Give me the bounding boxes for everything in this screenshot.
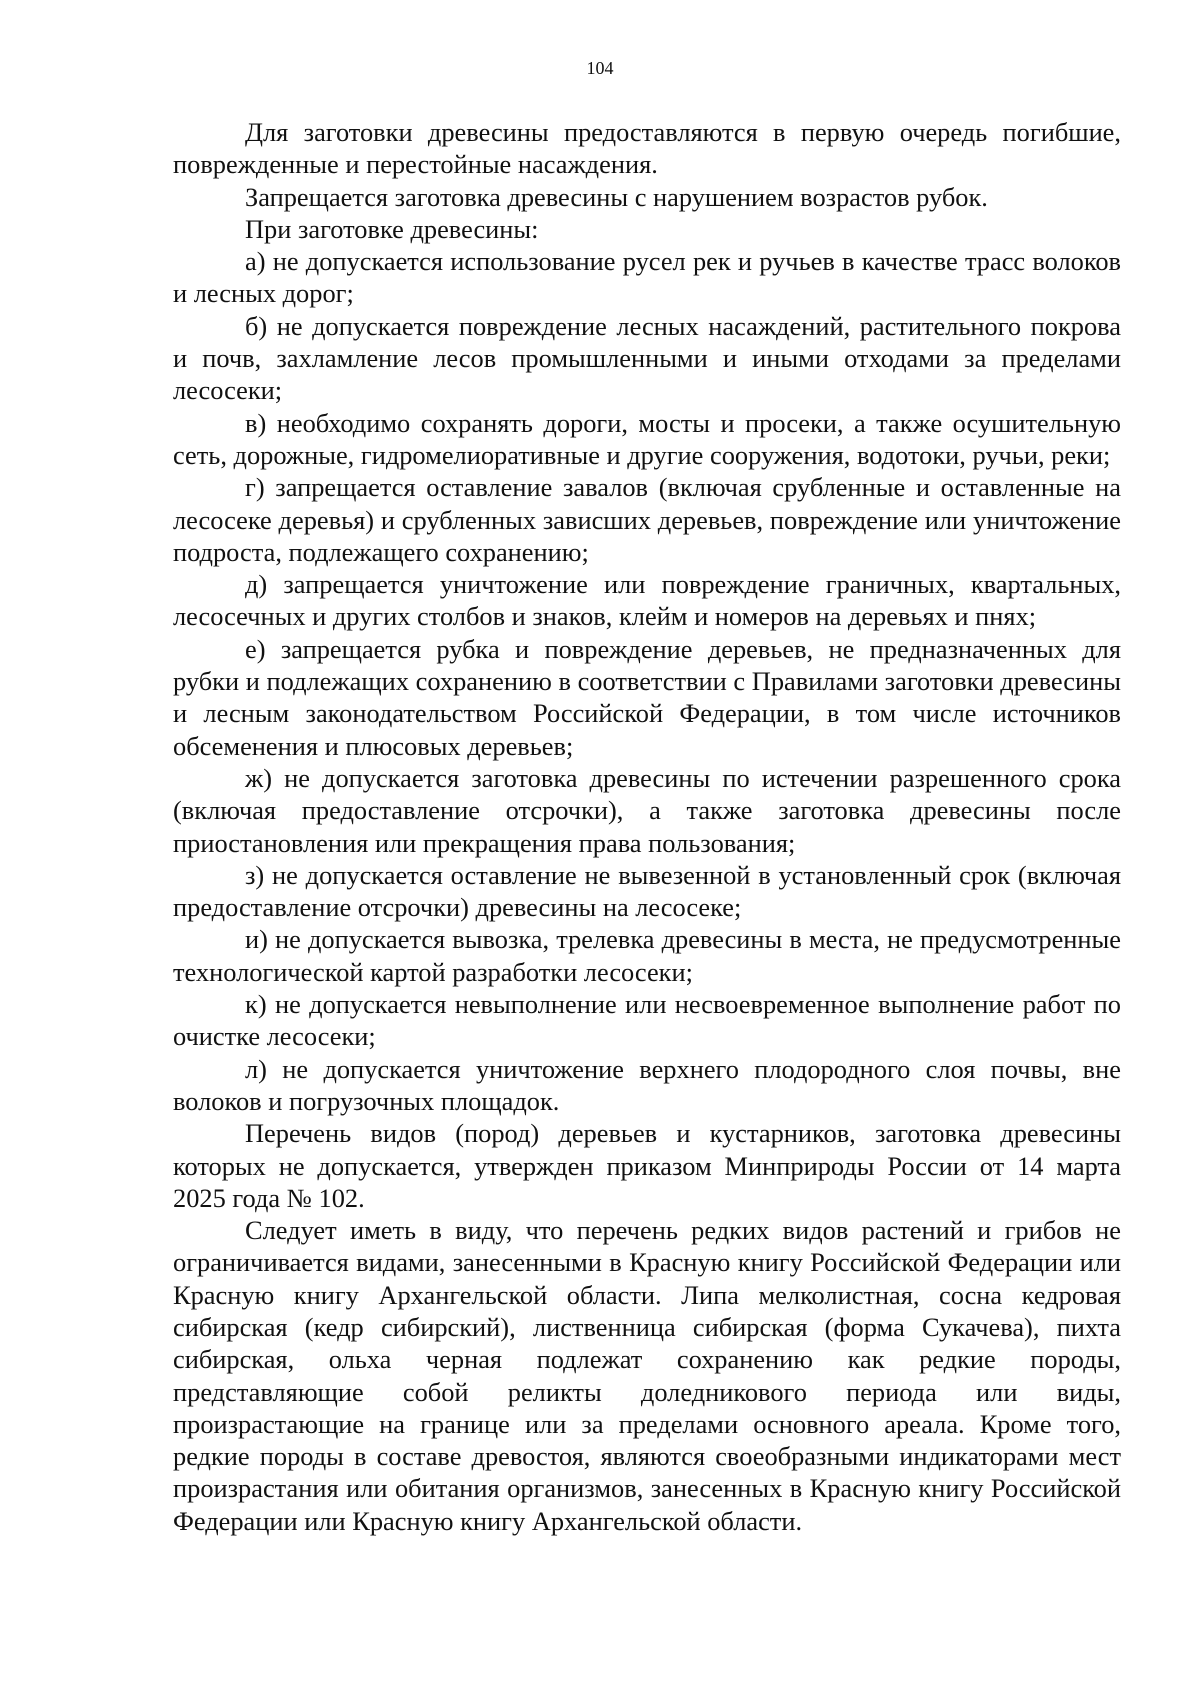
list-item-d: д) запрещается уничтожение или повреждение граничных, квартальных, лесосечных и других столбов и знаков, клейм и номеров на деревьях и пнях; [173,569,1121,632]
list-item-a: а) не допускается использование русел рек и ручьев в качестве трасс волоков и лесных дорог; [173,246,1121,309]
document-body [173,116,1121,1537]
list-item-z: з) не допускается оставление не вывезенной в установленный срок (включая предоставление отсрочки) древесины на лесосеке; [173,859,1121,923]
paragraph: Следует иметь в виду, что перечень редких видов растений и грибов не ограничивается видами, занесенными в Красную книгу Российской Федерации или Красную книгу Архангельской области. Липа мелколистная, сосна кедровая сибирская (кедр сибирский), лиственница сибирская (форма Сукачева), пихта сибирская, ольха черная подлежат сохранению как редкие породы, представляющие собой реликты доледникового периода или виды, произрастающие на границе или за пределами основного ареала. Кроме того, редкие породы в составе древостоя, являются своеобразными индикаторами мест произрастания или обитания организмов, занесенных в Красную книгу Российской Федерации или Красную книгу Архангельской области. [173,1215,1121,1536]
paragraph: Запрещается заготовка древесины с нарушением возрастов рубок. [245,181,988,212]
list-item-e: е) запрещается рубка и повреждение деревьев, не предназначенных для рубки и подлежащих сохранению в соответствии с Правилами заготовки древесины и лесным законодательством Российской Федерации, в том числе источников обсеменения и плюсовых деревьев; [173,633,1121,761]
list-item-zh: ж) не допускается заготовка древесины по истечении разрешенного срока (включая предоставление отсрочки), а также заготовка древесины после приостановления или прекращения права пользования; [173,762,1121,858]
list-item-k: к) не допускается невыполнение или несвоевременное выполнение работ по очистке лесосеки; [173,989,1121,1052]
paragraph: Перечень видов (пород) деревьев и кустарников, заготовка древесины которых не допускается, утвержден приказом Минприроды России от 14 марта 2025 года № 102. [173,1118,1121,1213]
list-item-i: и) не допускается вывозка, трелевка древесины в места, не предусмотренные технологической картой разработки лесосеки; [173,924,1121,987]
list-item-g: г) запрещается оставление завалов (включая срубленные и оставленные на лесосеке деревья) и срубленных зависших деревьев, повреждение или уничтожение подроста, подлежащего сохранению; [173,472,1121,567]
paragraph: При заготовке древесины: [245,213,539,244]
list-item-b: б) не допускается повреждение лесных насаждений, растительного покрова и почв, захламление лесов промышленными и иными отходами за пределами лесосеки; [173,310,1121,406]
paragraph: Для заготовки древесины предоставляются в первую очередь погибшие, поврежденные и перестойные насаждения. [173,117,1121,180]
list-item-v: в) необходимо сохранять дороги, мосты и просеки, а также осушительную сеть, дорожные, гидромелиоративные и другие сооружения, водотоки, ручьи, реки; [173,407,1121,470]
page-number: 104 [586,58,614,78]
list-item-l: л) не допускается уничтожение верхнего плодородного слоя почвы, вне волоков и погрузочных площадок. [173,1053,1121,1116]
